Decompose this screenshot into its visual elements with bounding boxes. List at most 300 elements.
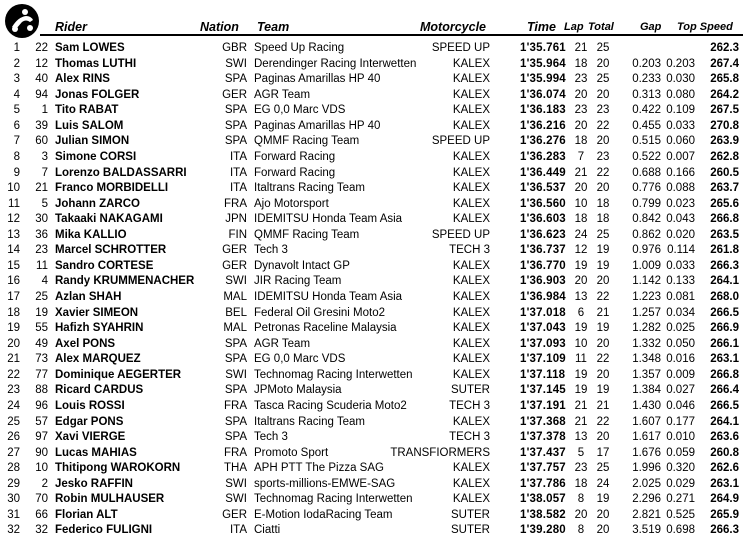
- cell-total: 25: [596, 462, 610, 475]
- cell-moto: KALEX: [452, 104, 490, 117]
- cell-speed: 266.4: [710, 384, 739, 397]
- cell-nation: BEL: [225, 306, 247, 319]
- table-row: [0, 430, 745, 446]
- cell-speed: 266.8: [710, 213, 739, 226]
- cell-nation: SPA: [224, 104, 247, 117]
- cell-num: 23: [35, 244, 48, 257]
- cell-lap: 10: [574, 337, 588, 350]
- cell-total: 20: [596, 508, 610, 521]
- cell-nation: SWI: [225, 57, 247, 70]
- table-row: [0, 290, 745, 306]
- cell-pos: 16: [7, 275, 20, 288]
- table-row: [0, 399, 745, 415]
- cell-speed: 266.5: [710, 399, 739, 412]
- cell-time: 1'36.560: [520, 197, 566, 210]
- cell-rider: Lorenzo BALDASSARRI: [55, 166, 187, 179]
- cell-lap: 21: [574, 415, 588, 428]
- header-gap: Gap: [640, 21, 662, 33]
- cell-num: 66: [35, 508, 48, 521]
- cell-total: 20: [596, 524, 610, 537]
- cell-nation: SPA: [224, 384, 247, 397]
- cell-speed: 268.0: [710, 291, 739, 303]
- cell-num: 97: [35, 431, 48, 444]
- cell-speed: 266.3: [710, 259, 739, 272]
- cell-moto: KALEX: [452, 462, 490, 475]
- cell-time: 1'37.757: [520, 462, 566, 475]
- cell-rider: Axel PONS: [55, 337, 116, 350]
- cell-gap2: 0.029: [666, 477, 695, 490]
- cell-gap1: 0.455: [632, 119, 661, 132]
- cell-pos: 28: [7, 462, 20, 475]
- cell-rider: Johann ZARCO: [55, 197, 140, 210]
- cell-gap2: 0.050: [666, 337, 695, 350]
- table-row: [0, 150, 745, 166]
- cell-pos: 14: [7, 244, 20, 257]
- cell-time: 1'36.449: [520, 166, 566, 179]
- table-row: [0, 306, 745, 322]
- header-total: Total: [588, 21, 614, 33]
- cell-pos: 30: [7, 493, 20, 506]
- cell-pos: 10: [7, 182, 20, 195]
- cell-num: 32: [35, 524, 48, 537]
- cell-lap: 24: [574, 228, 588, 241]
- cell-rider: Tito RABAT: [55, 104, 119, 117]
- cell-team: Technomag Racing Interwetten: [254, 368, 413, 381]
- cell-num: 88: [35, 384, 48, 397]
- cell-gap2: 0.016: [666, 353, 695, 366]
- cell-pos: 3: [13, 73, 20, 86]
- cell-gap1: 0.799: [632, 197, 661, 210]
- cell-gap1: 1.430: [632, 399, 661, 412]
- cell-nation: FRA: [224, 197, 247, 210]
- cell-pos: 1: [13, 42, 20, 54]
- cell-gap1: 0.313: [632, 88, 661, 101]
- cell-speed: 266.5: [710, 306, 739, 319]
- cell-num: 5: [41, 197, 48, 210]
- cell-time: 1'36.216: [520, 119, 566, 132]
- cell-total: 19: [596, 493, 610, 506]
- cell-gap1: 0.515: [632, 135, 661, 148]
- cell-total: 18: [596, 213, 610, 226]
- table-row: [0, 368, 745, 384]
- cell-gap1: 1.676: [632, 446, 661, 459]
- cell-rider: Simone CORSI: [55, 150, 137, 163]
- cell-num: 2: [41, 477, 48, 490]
- cell-gap1: 1.257: [632, 306, 661, 319]
- cell-pos: 13: [7, 228, 20, 241]
- cell-speed: 263.6: [710, 431, 739, 444]
- cell-total: 21: [596, 306, 610, 319]
- cell-moto: KALEX: [452, 337, 490, 350]
- cell-rider: Randy KRUMMENACHER: [55, 275, 195, 288]
- cell-speed: 266.3: [710, 524, 739, 537]
- cell-total: 25: [596, 73, 610, 86]
- cell-team: EG 0,0 Marc VDS: [254, 353, 346, 366]
- cell-total: 20: [596, 431, 610, 444]
- cell-lap: 11: [575, 353, 587, 366]
- table-row: [0, 508, 745, 524]
- cell-gap1: 1.996: [632, 462, 661, 475]
- cell-moto: SUTER: [451, 524, 490, 537]
- cell-lap: 18: [574, 135, 588, 148]
- cell-gap2: 0.027: [666, 384, 695, 397]
- cell-total: 20: [596, 88, 610, 101]
- table-row: [0, 243, 745, 259]
- cell-gap2: 0.023: [666, 197, 695, 210]
- cell-rider: Robin MULHAUSER: [55, 493, 165, 506]
- cell-num: 3: [41, 150, 48, 163]
- cell-rider: Franco MORBIDELLI: [55, 182, 169, 195]
- cell-gap1: 0.688: [632, 166, 661, 179]
- cell-moto: KALEX: [452, 368, 490, 381]
- cell-gap1: 1.357: [632, 368, 661, 381]
- cell-rider: Federico FULIGNI: [55, 524, 153, 537]
- cell-pos: 19: [7, 322, 20, 335]
- cell-num: 40: [35, 73, 48, 86]
- cell-moto: KALEX: [452, 150, 490, 163]
- cell-moto: KALEX: [452, 182, 490, 195]
- motorcycle-rider-icon: [4, 3, 40, 39]
- cell-team: AGR Team: [254, 88, 311, 101]
- cell-lap: 20: [574, 508, 588, 521]
- cell-pos: 2: [13, 57, 20, 70]
- cell-time: 1'36.537: [520, 182, 566, 195]
- cell-gap1: 1.223: [632, 291, 661, 303]
- cell-lap: 18: [574, 57, 588, 70]
- cell-nation: SPA: [224, 431, 247, 444]
- cell-rider: Jonas FOLGER: [55, 88, 140, 101]
- cell-lap: 13: [574, 431, 588, 444]
- cell-team: Ajo Motorsport: [254, 197, 329, 210]
- cell-pos: 12: [7, 213, 20, 226]
- cell-speed: 264.2: [710, 88, 739, 101]
- cell-gap2: 0.033: [666, 259, 695, 272]
- cell-moto: KALEX: [452, 197, 490, 210]
- cell-pos: 8: [13, 150, 20, 163]
- cell-speed: 262.8: [710, 150, 739, 163]
- cell-moto: KALEX: [452, 477, 490, 490]
- cell-team: Tech 3: [254, 431, 288, 444]
- cell-speed: 260.8: [710, 446, 739, 459]
- cell-lap: 21: [574, 42, 588, 54]
- cell-pos: 21: [7, 353, 20, 366]
- cell-speed: 266.8: [710, 368, 739, 381]
- cell-pos: 31: [7, 508, 20, 521]
- table-row: [0, 134, 745, 150]
- cell-speed: 261.8: [710, 244, 739, 257]
- cell-team: QMMF Racing Team: [254, 135, 360, 148]
- cell-gap2: 0.114: [667, 244, 695, 257]
- table-row: [0, 166, 745, 182]
- cell-num: 90: [35, 446, 48, 459]
- cell-gap1: 1.142: [632, 275, 661, 288]
- cell-pos: 22: [7, 368, 20, 381]
- cell-lap: 19: [574, 384, 588, 397]
- cell-lap: 21: [574, 399, 588, 412]
- cell-time: 1'37.043: [520, 322, 566, 335]
- cell-time: 1'36.623: [520, 228, 566, 241]
- cell-nation: SPA: [224, 135, 247, 148]
- cell-speed: 260.5: [710, 166, 739, 179]
- cell-lap: 23: [574, 73, 588, 86]
- cell-gap1: 3.519: [632, 524, 661, 537]
- cell-gap2: 0.020: [666, 228, 695, 241]
- cell-time: 1'36.770: [520, 259, 566, 272]
- table-row: [0, 321, 745, 337]
- cell-nation: MAL: [223, 291, 247, 303]
- cell-moto: KALEX: [452, 88, 490, 101]
- cell-speed: 270.8: [710, 119, 739, 132]
- cell-gap1: 1.607: [632, 415, 661, 428]
- cell-moto: KALEX: [452, 322, 490, 335]
- cell-time: 1'37.437: [520, 446, 566, 459]
- cell-team: JPMoto Malaysia: [254, 384, 342, 397]
- cell-nation: FRA: [224, 446, 247, 459]
- table-row: [0, 446, 745, 462]
- cell-moto: KALEX: [452, 291, 490, 303]
- cell-speed: 267.5: [710, 104, 739, 117]
- cell-gap2: 0.320: [666, 462, 695, 475]
- cell-gap2: 0.166: [666, 166, 695, 179]
- cell-gap2: 0.009: [666, 368, 695, 381]
- table-row: [0, 274, 745, 290]
- table-row: [0, 103, 745, 119]
- cell-nation: FIN: [228, 228, 247, 241]
- cell-speed: 264.9: [710, 493, 739, 506]
- table-row: [0, 383, 745, 399]
- table-row: [0, 41, 745, 57]
- cell-total: 19: [596, 322, 610, 335]
- table-row: [0, 352, 745, 368]
- cell-lap: 8: [577, 524, 585, 537]
- cell-team: Paginas Amarillas HP 40: [254, 73, 381, 86]
- cell-num: 7: [41, 166, 48, 179]
- cell-moto: SPEED UP: [431, 42, 490, 54]
- cell-team: EG 0,0 Marc VDS: [254, 104, 346, 117]
- cell-time: 1'37.378: [520, 431, 566, 444]
- cell-num: 70: [35, 493, 48, 506]
- cell-rider: Mika KALLIO: [55, 228, 127, 241]
- cell-rider: Alex MARQUEZ: [55, 353, 141, 366]
- results-header: [0, 0, 745, 40]
- cell-speed: 262.3: [710, 42, 739, 54]
- cell-gap2: 0.059: [666, 446, 695, 459]
- cell-num: 73: [35, 353, 48, 366]
- cell-rider: Ricard CARDUS: [55, 384, 144, 397]
- cell-num: 22: [35, 42, 48, 54]
- cell-nation: SWI: [225, 368, 247, 381]
- table-row: [0, 228, 745, 244]
- cell-gap2: 0.025: [666, 322, 695, 335]
- cell-team: Technomag Racing Interwetten: [254, 493, 413, 506]
- cell-speed: 266.9: [710, 322, 739, 335]
- cell-total: 22: [596, 415, 610, 428]
- cell-nation: GER: [222, 508, 247, 521]
- cell-total: 23: [596, 150, 610, 163]
- cell-gap1: 1.348: [632, 353, 661, 366]
- cell-team: Tech 3: [254, 244, 288, 257]
- cell-rider: Marcel SCHROTTER: [55, 244, 167, 257]
- cell-team: Federal Oil Gresini Moto2: [254, 306, 386, 319]
- cell-total: 25: [596, 42, 610, 54]
- cell-rider: Luis SALOM: [55, 119, 124, 132]
- cell-time: 1'37.786: [520, 477, 566, 490]
- cell-lap: 18: [574, 477, 588, 490]
- cell-moto: TECH 3: [449, 399, 490, 412]
- cell-moto: TECH 3: [449, 431, 490, 444]
- cell-team: IDEMITSU Honda Team Asia: [254, 291, 403, 303]
- cell-nation: GER: [222, 259, 247, 272]
- cell-lap: 12: [574, 244, 588, 257]
- cell-num: 4: [41, 275, 48, 288]
- cell-time: 1'36.737: [520, 244, 566, 257]
- cell-gap2: 0.109: [666, 104, 695, 117]
- cell-total: 19: [596, 384, 610, 397]
- cell-num: 12: [35, 57, 48, 70]
- cell-nation: SWI: [225, 493, 247, 506]
- cell-gap1: 2.821: [632, 508, 661, 521]
- cell-total: 20: [596, 135, 610, 148]
- cell-team: IDEMITSU Honda Team Asia: [254, 213, 403, 226]
- cell-rider: Dominique AEGERTER: [55, 368, 182, 381]
- table-row: [0, 119, 745, 135]
- cell-team: sports-millions-EMWE-SAG: [254, 477, 396, 490]
- cell-total: 23: [596, 104, 610, 117]
- cell-gap2: 0.010: [666, 431, 695, 444]
- table-row: [0, 492, 745, 508]
- cell-time: 1'36.074: [520, 88, 566, 101]
- cell-time: 1'37.118: [520, 368, 566, 381]
- table-row: [0, 477, 745, 493]
- cell-lap: 23: [574, 462, 588, 475]
- cell-team: Speed Up Racing: [254, 42, 345, 54]
- cell-total: 25: [596, 228, 610, 241]
- cell-speed: 263.7: [710, 182, 739, 195]
- cell-pos: 11: [8, 197, 20, 210]
- cell-gap2: 0.698: [666, 524, 695, 537]
- cell-rider: Sam LOWES: [55, 42, 125, 54]
- cell-lap: 7: [577, 150, 585, 163]
- cell-rider: Thitipong WAROKORN: [55, 462, 181, 475]
- cell-speed: 264.1: [710, 275, 739, 288]
- cell-pos: 5: [13, 104, 20, 117]
- cell-gap1: 0.233: [632, 73, 661, 86]
- cell-pos: 7: [13, 135, 20, 148]
- cell-total: 22: [596, 291, 610, 303]
- cell-speed: 265.8: [710, 73, 739, 86]
- cell-team: Forward Racing: [254, 166, 336, 179]
- cell-speed: 267.4: [710, 57, 739, 70]
- cell-gap1: 0.422: [632, 104, 661, 117]
- table-row: [0, 523, 745, 539]
- cell-gap1: 0.842: [632, 213, 661, 226]
- cell-pos: 20: [7, 337, 20, 350]
- cell-time: 1'36.183: [520, 104, 566, 117]
- cell-pos: 24: [7, 399, 20, 412]
- cell-lap: 6: [577, 306, 585, 319]
- cell-gap2: 0.088: [666, 182, 695, 195]
- cell-rider: Edgar PONS: [55, 415, 124, 428]
- cell-num: 77: [35, 368, 48, 381]
- cell-total: 18: [596, 197, 610, 210]
- cell-pos: 23: [7, 384, 20, 397]
- cell-gap1: 1.282: [632, 322, 661, 335]
- cell-time: 1'37.191: [520, 399, 566, 412]
- cell-moto: KALEX: [452, 166, 490, 179]
- cell-nation: GER: [222, 244, 247, 257]
- cell-time: 1'36.603: [520, 213, 566, 226]
- cell-lap: 20: [574, 119, 588, 132]
- cell-gap2: 0.034: [666, 306, 695, 319]
- cell-nation: SPA: [224, 337, 247, 350]
- cell-gap1: 2.296: [632, 493, 661, 506]
- cell-total: 19: [596, 244, 610, 257]
- cell-num: 49: [35, 337, 48, 350]
- cell-pos: 18: [7, 306, 20, 319]
- cell-total: 17: [596, 446, 610, 459]
- cell-moto: KALEX: [452, 275, 490, 288]
- cell-moto: KALEX: [452, 493, 490, 506]
- cell-num: 94: [35, 88, 48, 101]
- cell-moto: KALEX: [452, 306, 490, 319]
- cell-moto: KALEX: [452, 259, 490, 272]
- cell-moto: SUTER: [451, 384, 490, 397]
- cell-num: 55: [35, 322, 48, 335]
- cell-num: 36: [35, 228, 48, 241]
- cell-moto: KALEX: [452, 353, 490, 366]
- cell-pos: 15: [7, 259, 20, 272]
- header-time: Time: [527, 20, 556, 34]
- cell-total: 22: [596, 166, 610, 179]
- cell-gap2: 0.080: [666, 88, 695, 101]
- cell-gap2: 0.271: [666, 493, 695, 506]
- cell-moto: KALEX: [452, 415, 490, 428]
- cell-total: 20: [596, 368, 610, 381]
- cell-gap1: 0.203: [632, 57, 661, 70]
- cell-gap2: 0.046: [666, 399, 695, 412]
- cell-nation: GER: [222, 88, 247, 101]
- cell-num: 96: [35, 399, 48, 412]
- cell-rider: Lucas MAHIAS: [55, 446, 137, 459]
- cell-lap: 13: [574, 291, 588, 303]
- cell-time: 1'39.280: [520, 524, 566, 537]
- cell-nation: SWI: [225, 477, 247, 490]
- cell-speed: 263.1: [710, 353, 739, 366]
- header-motorcycle: Motorcycle: [420, 20, 486, 34]
- cell-nation: FRA: [224, 399, 247, 412]
- cell-nation: SPA: [224, 353, 247, 366]
- cell-gap2: 0.033: [666, 119, 695, 132]
- cell-time: 1'35.761: [520, 42, 566, 54]
- cell-lap: 5: [577, 446, 585, 459]
- cell-rider: Xavi VIERGE: [55, 431, 126, 444]
- cell-nation: THA: [224, 462, 247, 475]
- header-lap: Lap: [564, 21, 584, 33]
- cell-gap2: 0.030: [666, 73, 695, 86]
- cell-nation: GBR: [222, 42, 247, 54]
- cell-rider: Thomas LUTHI: [55, 57, 137, 70]
- cell-pos: 32: [7, 524, 20, 537]
- cell-pos: 9: [13, 166, 20, 179]
- cell-gap2: 0.133: [666, 275, 695, 288]
- cell-team: E-Motion IodaRacing Team: [254, 508, 393, 521]
- cell-speed: 262.6: [710, 462, 739, 475]
- header-rider: Rider: [55, 20, 87, 34]
- table-row: [0, 57, 745, 73]
- cell-lap: 10: [574, 197, 588, 210]
- header-nation: Nation: [200, 20, 239, 34]
- header-top-speed: Top Speed: [677, 21, 733, 33]
